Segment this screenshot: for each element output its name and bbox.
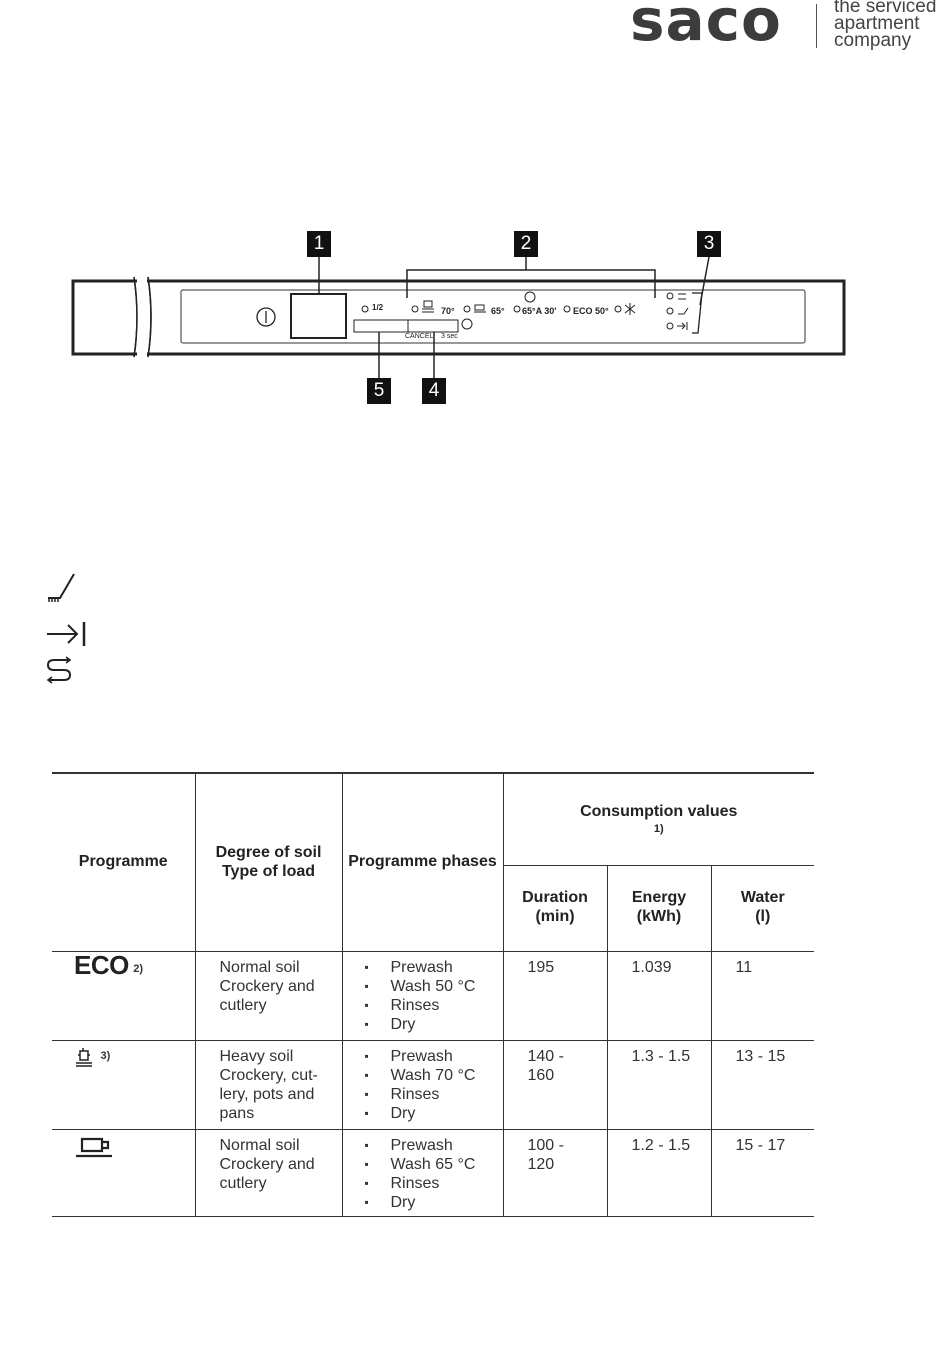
- s-arrows-icon: [44, 656, 80, 684]
- callout-1: 1: [307, 231, 331, 257]
- energy-cell: 1.3 - 1.5: [607, 1040, 711, 1129]
- eco-label: ECO 50°: [573, 306, 609, 316]
- three-sec-label: 3 sec: [441, 333, 458, 340]
- half-load-button: [354, 320, 408, 332]
- eco-programme-label: ECO: [74, 949, 129, 980]
- phase-item: ▪ Rinses: [365, 1085, 503, 1104]
- header-energy: Energy (kWh): [607, 865, 711, 951]
- brush-icon: [44, 570, 80, 604]
- water-cell: 15 - 17: [711, 1129, 814, 1216]
- rinse-aid-mini-icon: [678, 308, 688, 314]
- led-intensive: [412, 306, 418, 312]
- phase-item: ▪ Dry: [365, 1015, 503, 1034]
- led-half: [362, 306, 368, 312]
- logo-tagline-line: apartment: [834, 13, 920, 34]
- phase-item: ▪ Prewash: [365, 1136, 503, 1155]
- header-duration: Duration (min): [503, 865, 607, 951]
- phases-cell: [342, 951, 503, 1040]
- header-consumption: Consumption values 1): [503, 773, 814, 865]
- energy-cell: 1.2 - 1.5: [607, 1129, 711, 1216]
- header-programme: Programme: [52, 773, 195, 951]
- phase-item: ▪ Rinses: [365, 996, 503, 1015]
- cancel-label: CANCEL: [405, 333, 434, 340]
- table-row: [52, 1129, 814, 1216]
- water-cell: 13 - 15: [711, 1040, 814, 1129]
- programme-button: [408, 320, 458, 332]
- footnote-marker: 2): [133, 962, 144, 975]
- phase-item: ▪ Dry: [365, 1193, 503, 1212]
- control-panel-diagram: [60, 225, 860, 405]
- consumption-footnote: 1): [653, 823, 664, 836]
- table-header-row: [52, 773, 814, 865]
- brand-logo: [628, 0, 950, 56]
- control-panel-drawing: [60, 225, 860, 405]
- soil-cell: Heavy soil Crockery, cut- lery, pots and pans: [195, 1040, 342, 1129]
- phase-item: ▪ Wash 70 °C: [365, 1066, 503, 1085]
- callout-2: 2: [514, 231, 538, 257]
- logo-tagline-line: the serviced: [834, 0, 937, 17]
- logo-tagline-line: company: [834, 30, 912, 51]
- led-eco: [564, 306, 570, 312]
- normal-mini-icon: [474, 305, 486, 312]
- arrow-to-bar-icon: [44, 620, 92, 648]
- logo-wordmark: saco: [630, 0, 782, 54]
- half-load-label: 1/2: [372, 303, 384, 312]
- programme-cell: [52, 1040, 195, 1129]
- duration-cell: 100 - 120: [503, 1129, 607, 1216]
- header-phases: Programme phases: [342, 773, 503, 951]
- end-mini-icon: [677, 322, 687, 330]
- intensive-mini-icon: [422, 301, 434, 312]
- programme-cell: [52, 1129, 195, 1216]
- footnote-marker: 3): [100, 1049, 111, 1062]
- energy-cell: 1.039: [607, 951, 711, 1040]
- header-water: Water (l): [711, 865, 814, 951]
- phase-item: ▪ Wash 50 °C: [365, 977, 503, 996]
- callout-3: 3: [697, 231, 721, 257]
- intensive-pot-icon: [74, 1047, 96, 1069]
- panel-break-line: [134, 277, 137, 357]
- led-end: [667, 323, 673, 329]
- water-cell: 11: [711, 951, 814, 1040]
- callout-5: 5: [367, 378, 391, 404]
- panel-break-gap: [137, 277, 147, 359]
- logo-divider: [816, 4, 817, 48]
- panel-break-line: [148, 277, 151, 357]
- led-quick: [514, 306, 520, 312]
- quick-label: 65°A 30': [522, 306, 557, 316]
- phase-item: ▪ Prewash: [365, 1047, 503, 1066]
- table-row: [52, 951, 814, 1040]
- phases-cell: [342, 1129, 503, 1216]
- display-window: [291, 294, 346, 338]
- salt-mini-icon: [678, 294, 686, 299]
- phase-item: ▪ Rinses: [365, 1174, 503, 1193]
- soil-cell: Normal soil Crockery and cutlery: [195, 1129, 342, 1216]
- delay-mini-icon: [462, 319, 472, 329]
- duration-cell: 195: [503, 951, 607, 1040]
- soil-cell: Normal soil Crockery and cutlery: [195, 951, 342, 1040]
- temp-65-label: 65°: [491, 306, 505, 316]
- phase-item: ▪ Wash 65 °C: [365, 1155, 503, 1174]
- led-rinse-aid: [667, 308, 673, 314]
- callout-2-bracket: [407, 270, 655, 298]
- programme-cell: [52, 951, 195, 1040]
- clock-mini-icon: [525, 292, 535, 302]
- callout-4: 4: [422, 378, 446, 404]
- duration-cell: 140 - 160: [503, 1040, 607, 1129]
- led-rinse: [615, 306, 621, 312]
- table-row: [52, 1040, 814, 1129]
- phase-item: ▪ Dry: [365, 1104, 503, 1123]
- header-soil: Degree of soil Type of load: [195, 773, 342, 951]
- cup-icon: [74, 1136, 114, 1160]
- led-salt: [667, 293, 673, 299]
- led-normal: [464, 306, 470, 312]
- phase-item: ▪ Prewash: [365, 958, 503, 977]
- temp-70-label: 70°: [441, 306, 455, 316]
- phases-cell: [342, 1040, 503, 1129]
- logo-tagline: [834, 0, 936, 49]
- programme-table: [52, 772, 814, 1217]
